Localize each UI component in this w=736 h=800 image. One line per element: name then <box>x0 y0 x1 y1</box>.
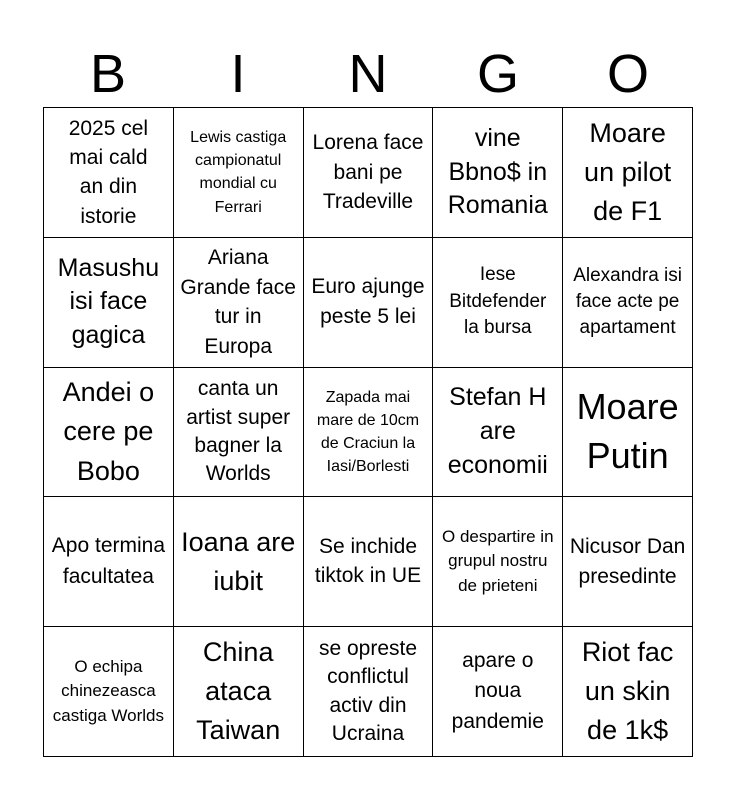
cell-text: apare o noua pandemie <box>451 648 544 733</box>
bingo-cell[interactable] <box>44 368 174 498</box>
cell-text: O echipa chinezeasca castiga Worlds <box>52 656 164 725</box>
bingo-cell[interactable] <box>563 108 693 238</box>
header-letter-i: I <box>230 44 246 104</box>
bingo-cell[interactable] <box>563 627 693 757</box>
header-letter-o: O <box>606 44 649 104</box>
bingo-cell[interactable] <box>44 627 174 757</box>
bingo-header <box>43 40 693 108</box>
bingo-cell[interactable] <box>563 238 693 368</box>
cell-text: O despartire in grupul nostru de prieteni <box>442 526 554 596</box>
bingo-cell[interactable] <box>304 238 434 368</box>
cell-text: Nicusor Dan presedinte <box>569 535 686 588</box>
bingo-cell[interactable] <box>563 497 693 627</box>
cell-text: Moare un pilot de F1 <box>584 117 672 226</box>
cell-text: Masushu isi face gagica <box>57 253 160 350</box>
cell-text: Se inchide tiktok in UE <box>314 535 422 587</box>
bingo-cell[interactable] <box>304 627 434 757</box>
cell-text: Riot fac un skin de 1k$ <box>581 636 674 746</box>
bingo-cell[interactable] <box>174 497 304 627</box>
bingo-cell[interactable] <box>304 368 434 498</box>
header-letter-n: N <box>348 44 388 104</box>
bingo-cell[interactable] <box>174 238 304 368</box>
cell-text: Lewis castiga campionatul mondial cu Ferrari <box>190 129 287 216</box>
bingo-cell[interactable] <box>174 627 304 757</box>
cell-text: Apo termina facultatea <box>51 534 166 588</box>
cell-text: vine Bbno$ in Romania <box>447 123 548 220</box>
cell-text: Ariana Grande face tur in Europa <box>180 246 296 358</box>
cell-text: Euro ajunge peste 5 lei <box>311 274 425 329</box>
cell-text: Ioana are iubit <box>181 526 296 596</box>
cell-text: Moare Putin <box>576 386 679 476</box>
bingo-cell[interactable] <box>44 238 174 368</box>
bingo-cell[interactable] <box>44 497 174 627</box>
cell-text: 2025 cel mai cald an din istorie <box>68 116 149 228</box>
bingo-cell[interactable] <box>433 368 563 498</box>
cell-text: China ataca Taiwan <box>196 636 281 746</box>
bingo-cell[interactable] <box>433 108 563 238</box>
bingo-cell[interactable] <box>433 238 563 368</box>
bingo-cell[interactable] <box>174 108 304 238</box>
cell-text: canta un artist super bagner la Worlds <box>186 377 291 486</box>
bingo-cell[interactable] <box>44 108 174 238</box>
cell-text: Lorena face bani pe Tradeville <box>312 131 424 214</box>
cell-text: Stefan H are economii <box>447 383 548 479</box>
header-letter-g: G <box>476 44 519 104</box>
bingo-cell[interactable] <box>433 497 563 627</box>
bingo-cell[interactable] <box>304 108 434 238</box>
cell-text: Alexandra isi face acte pe apartament <box>573 264 682 339</box>
cell-text: Zapada mai mare de 10cm de Craciun la Iasi/Borlesti <box>316 388 420 476</box>
bingo-board <box>43 107 693 757</box>
bingo-cell[interactable] <box>433 627 563 757</box>
bingo-cell[interactable] <box>563 368 693 498</box>
cell-text: Iese Bitdefender la bursa <box>449 264 547 339</box>
cell-text: Andei o cere pe Bobo <box>62 377 155 486</box>
header-letter-b: B <box>89 44 127 104</box>
cell-text: se opreste conflictul activ din Ucraina <box>318 636 418 745</box>
bingo-cell[interactable] <box>304 497 434 627</box>
bingo-cell[interactable] <box>174 368 304 498</box>
